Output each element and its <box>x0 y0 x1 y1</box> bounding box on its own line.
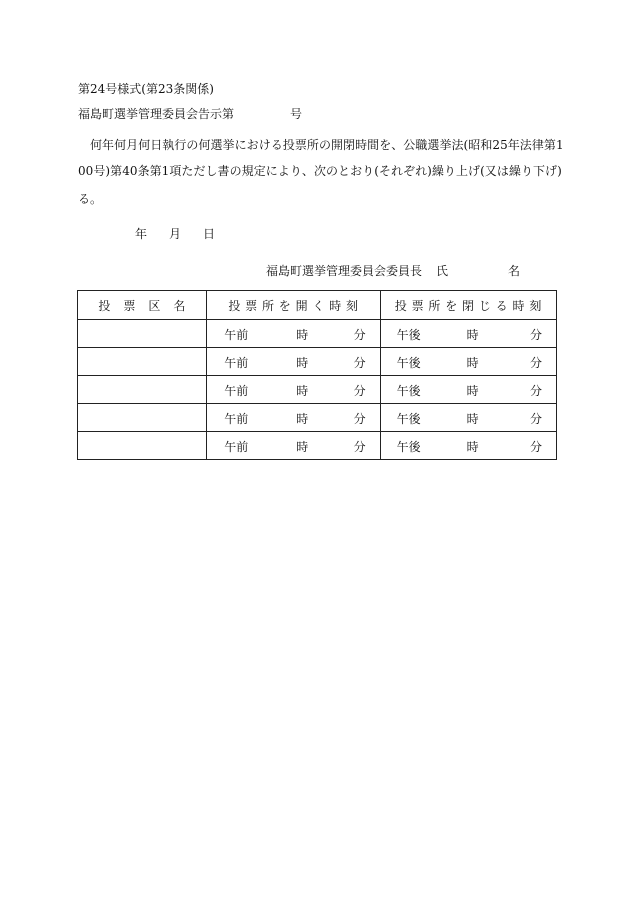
closing-time-cell[interactable] <box>380 320 556 348</box>
close-minute-label: 分 <box>529 440 542 454</box>
notice-prefix: 福島町選挙管理委員会告示第 <box>78 107 235 121</box>
header-district: 投 票 区 名 <box>78 291 207 320</box>
header-closing-time: 投 票 所 を 閉 じ る 時 刻 <box>380 291 556 320</box>
open-minute-label: 分 <box>353 412 366 426</box>
opening-time-cell[interactable] <box>207 348 380 376</box>
table-row <box>78 376 557 404</box>
open-period: 午前 <box>224 356 249 370</box>
open-period: 午前 <box>224 440 249 454</box>
date-line <box>135 226 215 242</box>
close-hour-label: 時 <box>466 384 479 398</box>
open-minute-label: 分 <box>353 328 366 342</box>
date-year: 年 <box>135 227 148 241</box>
table-header-row <box>78 291 557 320</box>
table-row <box>78 348 557 376</box>
open-minute-label: 分 <box>353 356 366 370</box>
polling-hours-table <box>77 290 557 460</box>
closing-time-cell[interactable] <box>380 348 556 376</box>
close-hour-label: 時 <box>466 412 479 426</box>
table-row <box>78 404 557 432</box>
close-period: 午後 <box>396 412 421 426</box>
open-hour-label: 時 <box>296 412 309 426</box>
table-row <box>78 320 557 348</box>
open-period: 午前 <box>224 384 249 398</box>
open-period: 午前 <box>224 328 249 342</box>
open-hour-label: 時 <box>296 328 309 342</box>
close-hour-label: 時 <box>466 328 479 342</box>
close-minute-label: 分 <box>529 356 542 370</box>
body-text-line-3: る。 <box>78 192 103 206</box>
district-cell[interactable] <box>78 320 207 348</box>
open-hour-label: 時 <box>296 440 309 454</box>
notice-heading <box>78 106 302 122</box>
signature-line <box>266 263 520 279</box>
open-minute-label: 分 <box>353 384 366 398</box>
signature-mei: 名 <box>508 264 521 278</box>
signature-shi: 氏 <box>436 264 449 278</box>
date-month: 月 <box>169 227 182 241</box>
open-hour-label: 時 <box>296 356 309 370</box>
signature-title: 福島町選挙管理委員会委員長 <box>266 264 423 278</box>
district-cell[interactable] <box>78 348 207 376</box>
closing-time-cell[interactable] <box>380 432 556 460</box>
close-period: 午後 <box>396 440 421 454</box>
close-minute-label: 分 <box>529 328 542 342</box>
close-period: 午後 <box>396 328 421 342</box>
open-period: 午前 <box>224 412 249 426</box>
opening-time-cell[interactable] <box>207 376 380 404</box>
district-cell[interactable] <box>78 404 207 432</box>
open-hour-label: 時 <box>296 384 309 398</box>
header-opening-time: 投 票 所 を 開 く 時 刻 <box>207 291 380 320</box>
date-day: 日 <box>203 227 216 241</box>
close-hour-label: 時 <box>466 440 479 454</box>
opening-time-cell[interactable] <box>207 404 380 432</box>
opening-time-cell[interactable] <box>207 320 380 348</box>
opening-time-cell[interactable] <box>207 432 380 460</box>
district-cell[interactable] <box>78 432 207 460</box>
close-hour-label: 時 <box>466 356 479 370</box>
closing-time-cell[interactable] <box>380 404 556 432</box>
body-text-line-1: 何年何月何日執行の何選挙における投票所の開閉時間を、公職選挙法(昭和25年法律第1 <box>90 138 564 152</box>
close-period: 午後 <box>396 356 421 370</box>
table-row <box>78 432 557 460</box>
closing-time-cell[interactable] <box>380 376 556 404</box>
close-minute-label: 分 <box>529 384 542 398</box>
body-text-line-2: 00号)第40条第1項ただし書の規定により、次のとおり(それぞれ)繰り上げ(又は繰り下げ) <box>78 164 562 178</box>
close-minute-label: 分 <box>529 412 542 426</box>
district-cell[interactable] <box>78 376 207 404</box>
notice-suffix: 号 <box>290 107 303 121</box>
close-period: 午後 <box>396 384 421 398</box>
form-number: 第24号様式(第23条関係) <box>78 82 214 96</box>
open-minute-label: 分 <box>353 440 366 454</box>
